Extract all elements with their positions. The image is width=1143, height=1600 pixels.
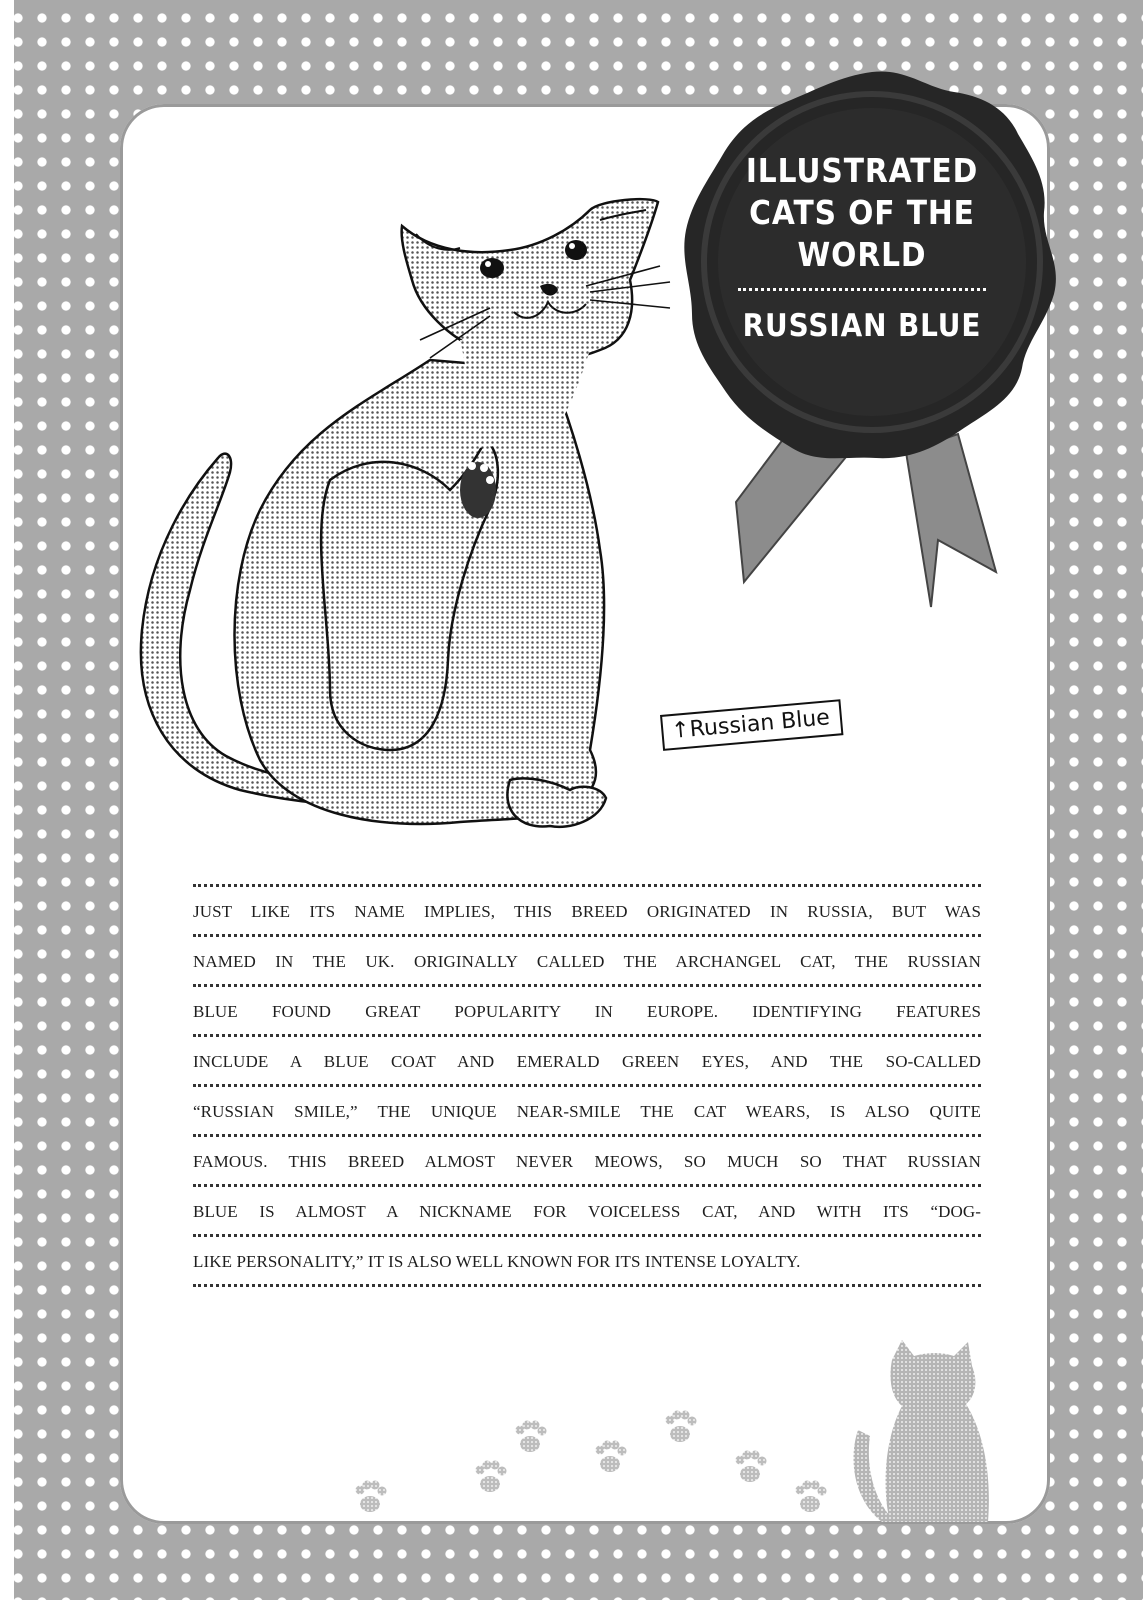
- seal-title: ILLUSTRATED CATS OF THE WORLD: [745, 151, 979, 274]
- ribbon-right: [906, 434, 996, 607]
- description-line: FAMOUS. THIS BREED ALMOST NEVER MEOWS, SO MUCH SO THAT RUSSIAN: [193, 1137, 981, 1187]
- description-line: JUST LIKE ITS NAME IMPLIES, THIS BREED ORIGINATED IN RUSSIA, BUT WAS: [193, 887, 981, 937]
- illustration-caption: ↑Russian Blue: [660, 699, 843, 751]
- seal-divider: [738, 288, 986, 291]
- description-line: LIKE PERSONALITY,” IT IS ALSO WELL KNOWN FOR ITS INTENSE LOYALTY.: [193, 1237, 981, 1287]
- description-line: “RUSSIAN SMILE,” THE UNIQUE NEAR-SMILE THE CAT WEARS, IS ALSO QUITE: [193, 1087, 981, 1137]
- russian-blue-cat-illustration: [130, 190, 690, 850]
- breed-description: [193, 884, 981, 1287]
- cat-silhouette-decoration: [852, 1340, 1002, 1525]
- description-line: BLUE IS ALMOST A NICKNAME FOR VOICELESS CAT, AND WITH ITS “DOG-: [193, 1187, 981, 1237]
- description-line: NAMED IN THE UK. ORIGINALLY CALLED THE ARCHANGEL CAT, THE RUSSIAN: [193, 937, 981, 987]
- description-line: INCLUDE A BLUE COAT AND EMERALD GREEN EYES, AND THE SO-CALLED: [193, 1037, 981, 1087]
- paw-prints-decoration: [340, 1396, 860, 1516]
- seal-breed-name: RUSSIAN BLUE: [742, 308, 982, 344]
- page-edge: [0, 0, 14, 1600]
- seal-label: [727, 150, 997, 345]
- description-line: BLUE FOUND GREAT POPULARITY IN EUROPE. IDENTIFYING FEATURES: [193, 987, 981, 1037]
